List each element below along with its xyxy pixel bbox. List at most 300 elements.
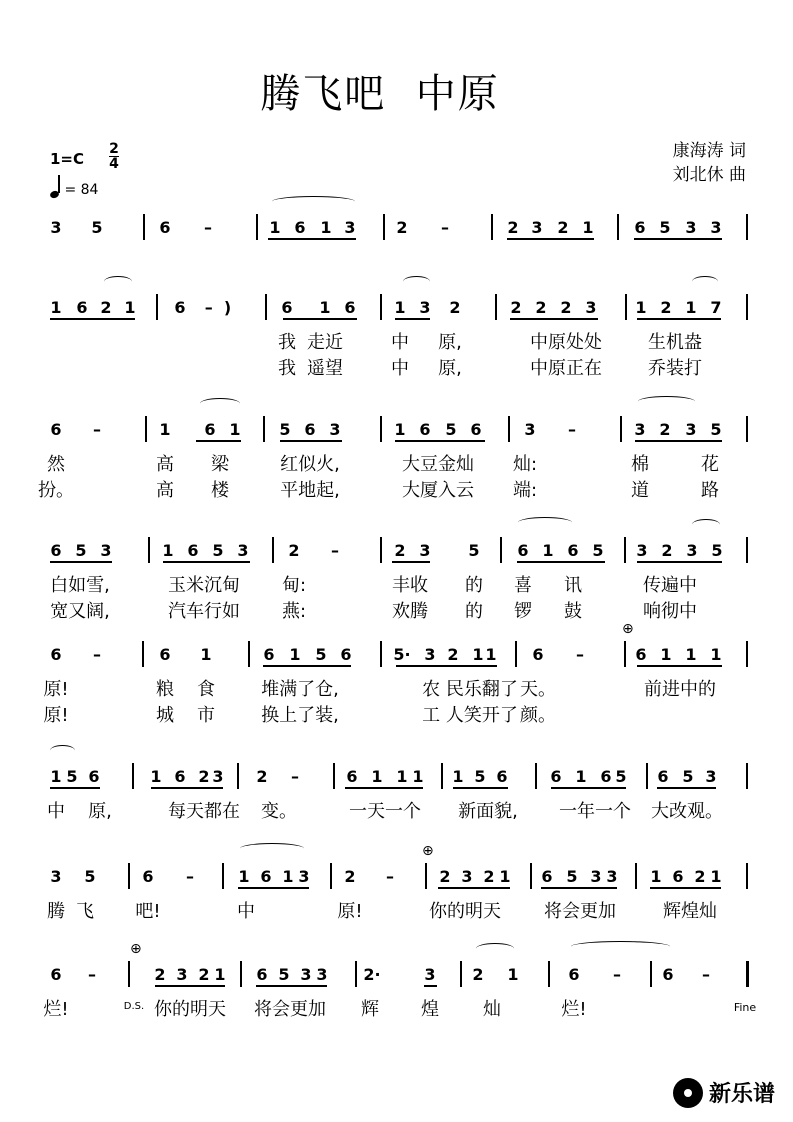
jianpu-note: 5 [659,218,671,237]
beam-underline [392,561,430,563]
beam-underline [50,787,100,789]
beam-underline [424,985,437,987]
jianpu-note: 2 [154,965,166,984]
jianpu-note: 3 [685,420,697,439]
jianpu-note: 6 [657,767,669,786]
lyric-word: 扮。 [38,480,74,501]
jianpu-note: 2 [394,541,406,560]
jianpu-note: 6 [294,218,306,237]
barline [128,961,130,987]
jianpu-note: 1 [472,645,484,664]
beam-underline [634,238,722,240]
lyric-word: 粮 [156,679,174,700]
jianpu-note: 6 [567,541,579,560]
barline [635,863,637,889]
jianpu-note: 6 [344,298,356,317]
barline [156,294,158,320]
barline [650,961,652,987]
lyric-word: 颜。 [520,705,556,726]
lyric-word: 辉 [361,999,379,1020]
jianpu-note: 6 [517,541,529,560]
barline [256,214,258,240]
jianpu-note: 2 [661,541,673,560]
jianpu-note: 3 [424,645,436,664]
jianpu-note: 6 [50,965,62,984]
lyric-word: 中原正在 [530,358,602,379]
barline [460,961,462,987]
lyric-word: 你的明天 [429,901,501,922]
dal-segno-mark: D.S. [123,1001,145,1012]
beam-underline [268,238,356,240]
jianpu-note: 2· [363,965,381,984]
jianpu-note: 6 [187,541,199,560]
barline [333,763,335,789]
lyric-word: 前进中的 [644,679,716,700]
jianpu-note: 2 [507,218,519,237]
jianpu-note: 1 [214,965,226,984]
barline [272,537,274,563]
lyric-word: 甸: [281,575,307,596]
beam-underline [637,561,722,563]
jianpu-note: 7 [710,298,722,317]
lyric-word: 堆满了仓, [261,679,339,700]
slur [104,276,132,287]
lyric-word: 中 [237,901,255,922]
jianpu-note: 5 [468,541,480,560]
jianpu-note: 5 [682,767,694,786]
jianpu-note: 2 [560,298,572,317]
jianpu-note: 1 [200,645,212,664]
jianpu-note: – [702,965,710,984]
jianpu-note: 6 [174,298,186,317]
jianpu-note: 1 [710,645,722,664]
jianpu-note: 6 [263,645,275,664]
slur [240,843,304,854]
beam-underline [395,440,485,442]
barline [746,416,748,442]
barline [237,763,239,789]
lyric-word: 的 [465,601,483,622]
jianpu-note: 3 [50,867,62,886]
jianpu-note: 3 [419,541,431,560]
barline [530,863,532,889]
lyric-word: 烂! [43,999,69,1020]
jianpu-note: 2 [535,298,547,317]
lyric-word: 我 [278,358,296,379]
jianpu-note: 2 [100,298,112,317]
jianpu-note: 6 [50,420,62,439]
lyric-word: 鼓 [564,601,582,622]
lyric-word: 腾 [47,901,65,922]
lyric-word: 新面貌, [458,801,518,822]
jianpu-note: 3 [705,767,717,786]
beam-underline [196,440,241,442]
barline [500,537,502,563]
barline [535,763,537,789]
jianpu-note: 1 [50,767,62,786]
beam-underline [155,985,225,987]
jianpu-note: 5 [474,767,486,786]
lyric-word: 玉米沉甸 [168,575,240,596]
lyric-word: 原, [88,801,112,822]
lyric-word: 煌 [421,999,439,1020]
barline [620,416,622,442]
jianpu-note: 6 [346,767,358,786]
jianpu-note: 3 [298,867,310,886]
jianpu-note: 5 [212,541,224,560]
jianpu-note: 3 [686,541,698,560]
meter-bottom: 4 [109,156,119,172]
tempo-marking [50,182,98,198]
jianpu-note: 1 [319,298,331,317]
lyric-word: 我 [278,332,296,353]
jianpu-note: 3 [424,965,436,984]
jianpu-note: 6 [568,965,580,984]
tempo-value: = 84 [64,182,99,198]
jianpu-note: 5 [445,420,457,439]
song-title: 腾飞吧 中原 [260,71,500,117]
fine-mark: Fine [733,1001,757,1014]
lyric-word: 走近 [307,332,343,353]
jianpu-note: 5 [592,541,604,560]
lyric-word: 宽又阔, [50,601,110,622]
jianpu-note: 6 [600,767,612,786]
jianpu-note: 5 [566,867,578,886]
lyric-word: 传遍中 [643,575,697,596]
jianpu-note: – [613,965,621,984]
jianpu-note: 5 [710,420,722,439]
barline [148,537,150,563]
lyric-word: 乔装打 [648,358,702,379]
lyric-word: 变。 [261,801,297,822]
barline [383,214,385,240]
jianpu-note: 6 [635,645,647,664]
jianpu-note: 1 [371,767,383,786]
barline [380,416,382,442]
jianpu-note: 1 [685,645,697,664]
lyric-word: 锣 [514,601,532,622]
jianpu-note: – [93,645,101,664]
jianpu-note: 1 [412,767,424,786]
jianpu-note: 6 [550,767,562,786]
barline [248,641,250,667]
jianpu-note: 5 [615,767,627,786]
lyric-word: 平地起, [280,480,340,501]
jianpu-note: 6 [470,420,482,439]
lyric-word: 喜 [514,575,532,596]
jianpu-note: – [204,218,212,237]
score-row [0,965,793,1020]
lyric-word: 原! [43,705,69,726]
record-icon [673,1078,703,1108]
jianpu-note: 6 [76,298,88,317]
lyric-word: 市 [197,705,215,726]
slur [200,398,240,409]
lyric-word: 烂! [561,999,587,1020]
barline [746,537,748,563]
jianpu-note: 3 [212,767,224,786]
beam-underline [637,665,722,667]
lyric-word: 原, [438,358,462,379]
barline [515,641,517,667]
barline [143,214,145,240]
jianpu-note: 3 [590,867,602,886]
jianpu-note: 2 [483,867,495,886]
beam-underline [517,561,605,563]
barline [142,641,144,667]
lyric-word: 每天都在 [168,801,240,822]
slur [692,276,718,287]
beam-underline [637,318,721,320]
barline [624,537,626,563]
jianpu-note: 3 [100,541,112,560]
lyric-word: 花 [701,454,719,475]
jianpu-note: 6 [159,645,171,664]
jianpu-note: – [331,541,339,560]
barline [145,416,147,442]
key-signature: 1=C [50,150,85,168]
jianpu-note: 3 [50,218,62,237]
lyric-word: 工 人笑开了 [422,705,518,726]
jianpu-note: 1 [162,541,174,560]
jianpu-note: 5 [711,541,723,560]
jianpu-note: 6 [304,420,316,439]
jianpu-note: – [93,420,101,439]
beam-underline [551,787,626,789]
jianpu-note: 2 [344,867,356,886]
jianpu-note: 6 [260,867,272,886]
jianpu-note: 2 [510,298,522,317]
lyric-word: 大厦入云 [402,480,474,501]
lyric-word: 的 [465,575,483,596]
jianpu-note: 6 [142,867,154,886]
lyric-word: 中 [47,801,65,822]
jianpu-note: 3 [524,420,536,439]
jianpu-note: 5· [393,645,411,664]
lyric-word: 天。 [520,679,556,700]
lyric-word: 大豆金灿 [402,454,474,475]
lyric-word: 吧! [135,901,161,922]
jianpu-note: 6 [88,767,100,786]
beam-underline [507,238,594,240]
barline [617,214,619,240]
jianpu-note: 3 [606,867,618,886]
barline [746,863,748,889]
jianpu-note: 1 [289,645,301,664]
meter-top: 2 [109,141,119,157]
logo [673,1077,775,1108]
jianpu-note: 1 [485,645,497,664]
jianpu-note: 3 [300,965,312,984]
lyric-word: 梁 [211,454,229,475]
jianpu-note: 1 [394,298,406,317]
beam-underline [396,665,497,667]
lyric-word: 灿: [512,454,538,475]
lyric-word: 一年一个 [559,801,631,822]
jianpu-note: – [386,867,394,886]
jianpu-note: – [568,420,576,439]
jianpu-note: 3 [636,541,648,560]
slur [571,941,670,952]
lyric-word: 中原处处 [530,332,602,353]
beam-underline [163,561,250,563]
lyric-word: 你的明天 [154,999,226,1020]
jianpu-note: 3 [316,965,328,984]
barline [746,214,748,240]
jianpu-note: 5 [278,965,290,984]
jianpu-note: 2 [198,767,210,786]
barline [380,537,382,563]
jianpu-note: 3 [685,218,697,237]
jianpu-note: 2 [660,298,672,317]
jianpu-note: 1 [320,218,332,237]
jianpu-note: – [441,218,449,237]
lyric-word: 欢腾 [392,601,428,622]
jianpu-note: 1 [575,767,587,786]
jianpu-note: – [291,767,299,786]
barline [746,294,748,320]
jianpu-note: 6 [672,867,684,886]
lyric-word: 汽车行如 [168,601,240,622]
jianpu-note: 2 [557,218,569,237]
barline [240,961,242,987]
beam-underline [151,787,223,789]
jianpu-note: 1 [685,298,697,317]
lyric-word: 飞 [76,901,94,922]
jianpu-note: 2 [288,541,300,560]
jianpu-note: 3 [531,218,543,237]
lyric-word: 城 [156,705,174,726]
jianpu-note: 1 [507,965,519,984]
jianpu-note: 6 [50,645,62,664]
barline [625,294,627,320]
jianpu-note: – ) [204,298,232,317]
jianpu-note: 5 [84,867,96,886]
jianpu-note: 6 [541,867,553,886]
time-signature [109,142,119,171]
jianpu-note: 6 [634,218,646,237]
jianpu-note: 2 [659,420,671,439]
beam-underline [50,318,135,320]
jianpu-note: 6 [174,767,186,786]
jianpu-note: 1 [269,218,281,237]
jianpu-note: 1 [710,867,722,886]
jianpu-note: – [186,867,194,886]
beam-underline [283,318,357,320]
jianpu-note: 1 [452,767,464,786]
lyric-word: 燕: [281,601,307,622]
barline [746,961,749,987]
lyric-word: 食 [197,679,215,700]
barline [380,294,382,320]
quarter-note-icon [50,182,60,198]
beam-underline [453,787,508,789]
jianpu-note: 1 [542,541,554,560]
lyric-word: 换上了装, [261,705,339,726]
jianpu-note: 2 [447,645,459,664]
jianpu-note: 1 [650,867,662,886]
beam-underline [345,787,423,789]
jianpu-note: 2 [694,867,706,886]
beam-underline [256,985,327,987]
jianpu-note: 3 [419,298,431,317]
barline [646,763,648,789]
composer-credit: 刘北休 曲 [672,165,746,185]
lyric-word: 楼 [211,480,229,501]
slur [518,517,572,528]
jianpu-note: 5 [66,767,78,786]
jianpu-note: 6 [281,298,293,317]
jianpu-note: 1 [238,867,250,886]
jianpu-note: 2 [396,218,408,237]
jianpu-note: 6 [532,645,544,664]
barline [265,294,267,320]
jianpu-note: 6 [159,218,171,237]
jianpu-note: 2 [472,965,484,984]
lyric-word: 白如雪, [50,575,110,596]
lyric-word: 原! [337,901,363,922]
lyric-word: 将会更加 [254,999,326,1020]
jianpu-note: 5 [315,645,327,664]
jianpu-note: 3 [585,298,597,317]
beam-underline [280,440,342,442]
lyric-word: 高 [156,454,174,475]
lyric-word: 灿 [483,999,501,1020]
slur [272,196,355,207]
segno-icon: ⊕ [422,843,434,859]
jianpu-note: 6 [256,965,268,984]
barline [132,763,134,789]
beam-underline [50,561,112,563]
jianpu-note: 1 [396,767,408,786]
beam-underline [657,787,716,789]
logo-text: 新乐谱 [708,1082,775,1107]
lyricist-credit: 康海涛 词 [672,141,746,161]
barline [380,641,382,667]
jianpu-note: 1 [635,298,647,317]
beam-underline [395,318,430,320]
slur [692,519,720,530]
segno-icon: ⊕ [622,621,634,637]
lyric-word: 遥望 [307,358,343,379]
jianpu-note: 2 [439,867,451,886]
barline [330,863,332,889]
jianpu-note: 3 [461,867,473,886]
barline [548,961,550,987]
jianpu-note: 6 [496,767,508,786]
lyric-word: 农 民乐翻了 [422,679,518,700]
barline [746,641,748,667]
lyric-word: 大改观。 [651,801,723,822]
lyric-word: 生机盎 [648,332,702,353]
jianpu-note: 3 [634,420,646,439]
jianpu-note: 1 [282,867,294,886]
jianpu-note: 5 [91,218,103,237]
jianpu-note: 1 [159,420,171,439]
lyric-word: 然 [47,454,65,475]
lyric-word: 原, [438,332,462,353]
barline [746,763,748,789]
jianpu-note: 5 [279,420,291,439]
lyric-word: 将会更加 [544,901,616,922]
jianpu-note: 1 [50,298,62,317]
beam-underline [263,665,351,667]
barline [491,214,493,240]
jianpu-note: 1 [499,867,511,886]
barline [355,961,357,987]
segno-icon: ⊕ [130,941,142,957]
barline [508,416,510,442]
